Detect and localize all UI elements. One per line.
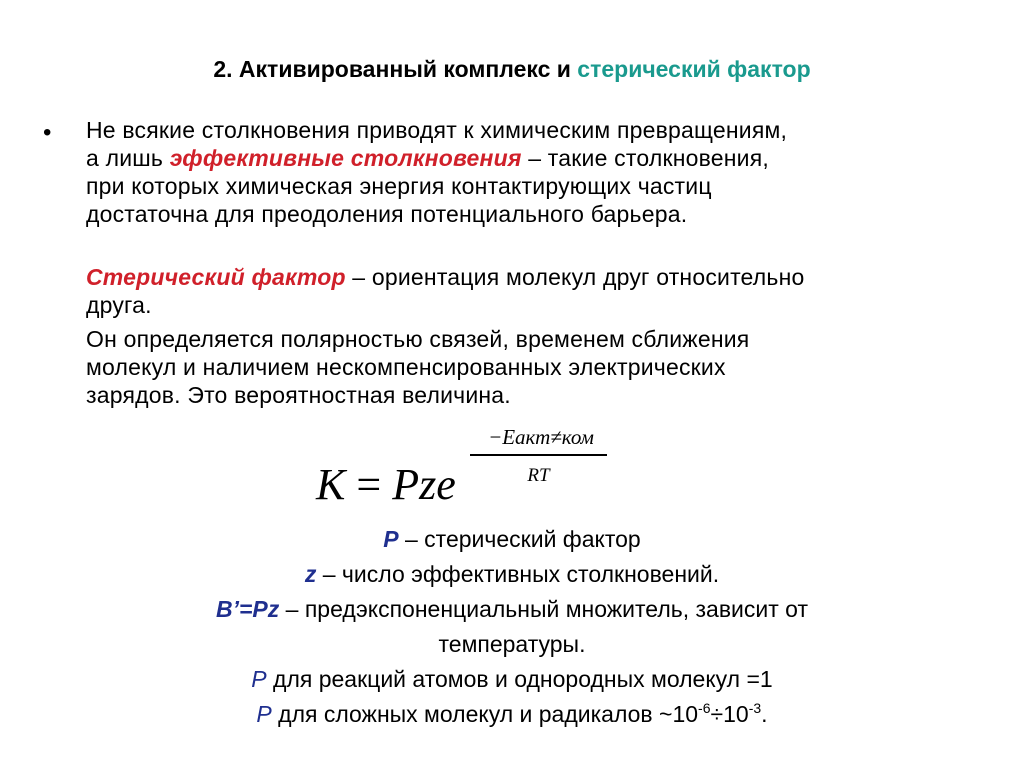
title-part-1: 2. Активированный комплекс и (213, 56, 578, 82)
def1-symbol: Р (383, 526, 399, 552)
exponent-numerator: −Еакт≠ком (488, 425, 594, 449)
slide-title (0, 54, 1024, 84)
para2-line1-rest: – ориентация молекул друг относительно (345, 264, 805, 290)
exponent-denominator: RT (527, 465, 550, 486)
paragraph-effective-collisions (86, 116, 986, 228)
para1-line3: при которых химическая энергия контактирующих частиц (86, 173, 712, 199)
para3-line1: Он определяется полярностью связей, временем сближения (86, 326, 750, 352)
para3-line3: зарядов. Это вероятностная величина. (86, 382, 511, 408)
bullet-marker: • (43, 119, 52, 146)
definition-preexponential (0, 592, 1024, 627)
para2-line2: друга. (86, 292, 152, 318)
formula-rhs: Pze (392, 460, 456, 509)
def5-text: для реакций атомов и однородных молекул =1 (266, 666, 773, 692)
paragraph-steric-factor (86, 263, 986, 319)
def6-exponent-1: -6 (698, 700, 711, 716)
para1-line4: достаточна для преодоления потенциального барьера. (86, 201, 688, 227)
def3-symbol: B’=Pz (215, 596, 280, 622)
formula-main (316, 460, 456, 510)
def1-text: – стерический фактор (398, 526, 641, 552)
definition-preexponential-cont: температуры. (438, 631, 586, 657)
rate-constant-formula (300, 420, 630, 510)
definition-p-complex (0, 697, 1024, 732)
para3-line2: молекул и наличием нескомпенсированных электрических (86, 354, 726, 380)
formula-lhs: K (316, 460, 346, 509)
def6-mid: ÷10 (710, 701, 749, 727)
title-part-2: стерический фактор (577, 56, 811, 82)
definition-p (0, 522, 1024, 557)
paragraph-determination (86, 325, 986, 409)
def2-text: – число эффективных столкновений. (316, 561, 720, 587)
def3-text: – предэкспоненциальный множитель, зависит от (279, 596, 808, 622)
definition-z (0, 557, 1024, 592)
def6-exponent-2: -3 (748, 700, 762, 716)
para1-line2 (86, 144, 986, 172)
para1-line2-pre: а лишь (86, 145, 170, 171)
definition-p-atoms (0, 662, 1024, 697)
def2-symbol: z (304, 561, 317, 587)
def5-symbol: Р (251, 666, 267, 692)
para2-line1 (86, 263, 986, 291)
effective-collisions-term: эффективные столкновения (169, 145, 522, 171)
definitions-block (0, 522, 1024, 732)
formula-equals: = (356, 460, 382, 509)
fraction-bar (470, 454, 607, 456)
def6-symbol: Р (256, 701, 272, 727)
def6-text: для сложных молекул и радикалов ~10 (271, 701, 699, 727)
para1-line1: Не всякие столкновения приводят к химическим превращениям, (86, 117, 788, 143)
para1-line2-post: – такие столкновения, (521, 145, 769, 171)
def6-end: . (761, 701, 768, 727)
steric-factor-term: Стерический фактор (86, 264, 346, 290)
